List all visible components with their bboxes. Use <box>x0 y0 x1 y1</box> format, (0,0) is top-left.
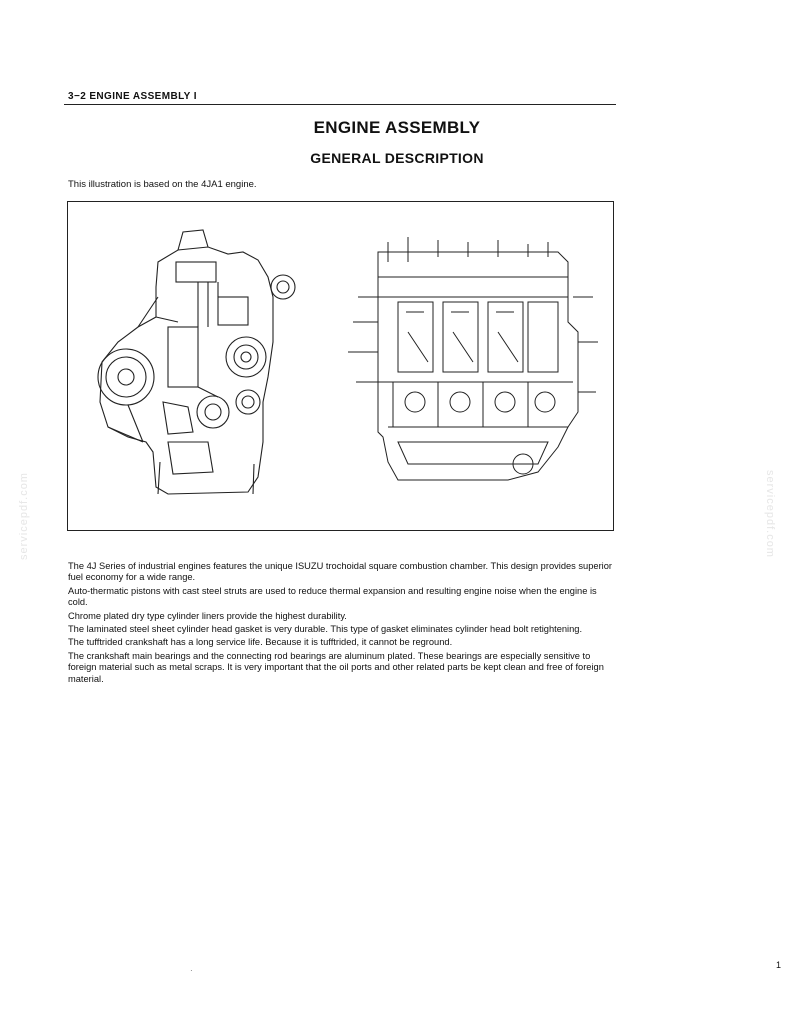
watermark-right: servicepdf.com <box>764 470 776 558</box>
paragraph: Chrome plated dry type cylinder liners provide the highest durability. <box>68 610 347 621</box>
paragraph: The crankshaft main bearings and the connecting rod bearings are aluminum plated. These bearings are especially sensitive to foreign material such as metal scraps. It is very important that the oil ports and other related parts be kept clean and free of foreign material. <box>68 650 604 684</box>
engine-illustration <box>68 202 615 532</box>
watermark-left: servicepdf.com <box>18 472 30 560</box>
paragraph: Auto-thermatic pistons with cast steel struts are used to reduce thermal expansion and resulting engine noise when the engine is cold. <box>68 585 597 608</box>
engine-front-view <box>98 230 295 494</box>
intro-text: This illustration is based on the 4JA1 engine. <box>68 179 257 190</box>
page-title: ENGINE ASSEMBLY <box>313 118 481 137</box>
paragraph: The laminated steel sheet cylinder head gasket is very durable. This type of gasket eliminates cylinder head bolt retightening. <box>68 624 583 635</box>
engine-section-view <box>348 237 598 480</box>
section-label: 3−2 ENGINE ASSEMBLY I <box>68 91 197 102</box>
paragraph: The 4J Series of industrial engines features the unique ISUZU trochoidal square combustion chamber. This design provides superior fuel economy for a wide range. <box>68 561 612 583</box>
engine-illustration-frame <box>67 201 614 531</box>
section-subtitle: GENERAL DESCRIPTION <box>310 150 484 166</box>
page-number: 1 <box>776 960 782 970</box>
scan-dot: · <box>190 966 193 975</box>
running-header <box>64 90 616 105</box>
paragraph: The tufftrided crankshaft has a long service life. Because it is tufftrided, it cannot be reground. <box>68 637 453 648</box>
description-body <box>68 561 616 687</box>
